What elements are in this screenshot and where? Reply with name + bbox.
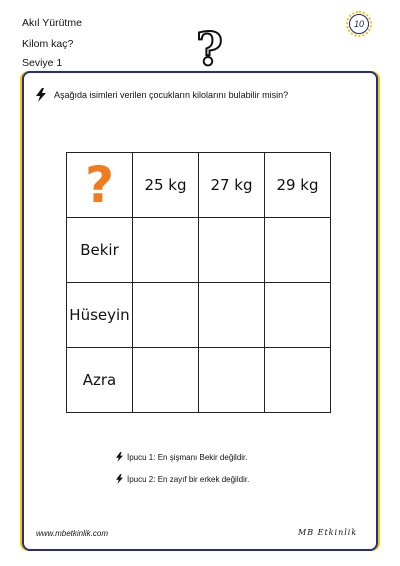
instruction-text: Aşağıda isimleri verilen çocukların kilolarını bulabilir misin? <box>54 90 289 100</box>
header-topic: Akıl Yürütme <box>22 17 82 29</box>
hint-item <box>116 474 249 484</box>
grid-cell[interactable] <box>199 218 265 283</box>
grid-cell[interactable] <box>199 283 265 348</box>
header-title: Kilom kaç? <box>22 38 74 50</box>
lightning-icon <box>116 474 123 484</box>
grid-cell[interactable] <box>265 348 331 413</box>
grid-cell[interactable] <box>133 283 199 348</box>
grid-cell[interactable] <box>133 218 199 283</box>
grid-cell[interactable] <box>133 348 199 413</box>
page-number: 10 <box>349 14 369 34</box>
header-level: Seviye 1 <box>22 57 63 69</box>
lightning-icon <box>36 88 46 102</box>
footer-brand: MB Etkinlik <box>298 528 358 537</box>
hint-text: İpucu 1: En şişmanı Bekir değildir. <box>127 452 248 462</box>
logic-grid <box>66 152 331 413</box>
footer-website: www.mbetkinlik.com <box>36 529 109 538</box>
grid-cell[interactable] <box>199 348 265 413</box>
hint-item <box>116 452 249 462</box>
column-header: 25 kg <box>133 153 199 218</box>
corner-cell <box>67 153 133 218</box>
column-header: 29 kg <box>265 153 331 218</box>
orange-question-mark-icon: ? <box>84 156 114 214</box>
question-mark-icon: ? <box>196 22 223 76</box>
row-header: Hüseyin <box>67 283 133 348</box>
grid-cell[interactable] <box>265 218 331 283</box>
hints-list <box>116 452 249 496</box>
row-header: Azra <box>67 348 133 413</box>
lightning-icon <box>116 452 123 462</box>
grid-cell[interactable] <box>265 283 331 348</box>
row-header: Bekir <box>67 218 133 283</box>
page-number-badge <box>346 11 372 37</box>
instruction-row <box>36 88 288 102</box>
hint-text: İpucu 2: En zayıf bir erkek değildir. <box>127 474 250 484</box>
column-header: 27 kg <box>199 153 265 218</box>
